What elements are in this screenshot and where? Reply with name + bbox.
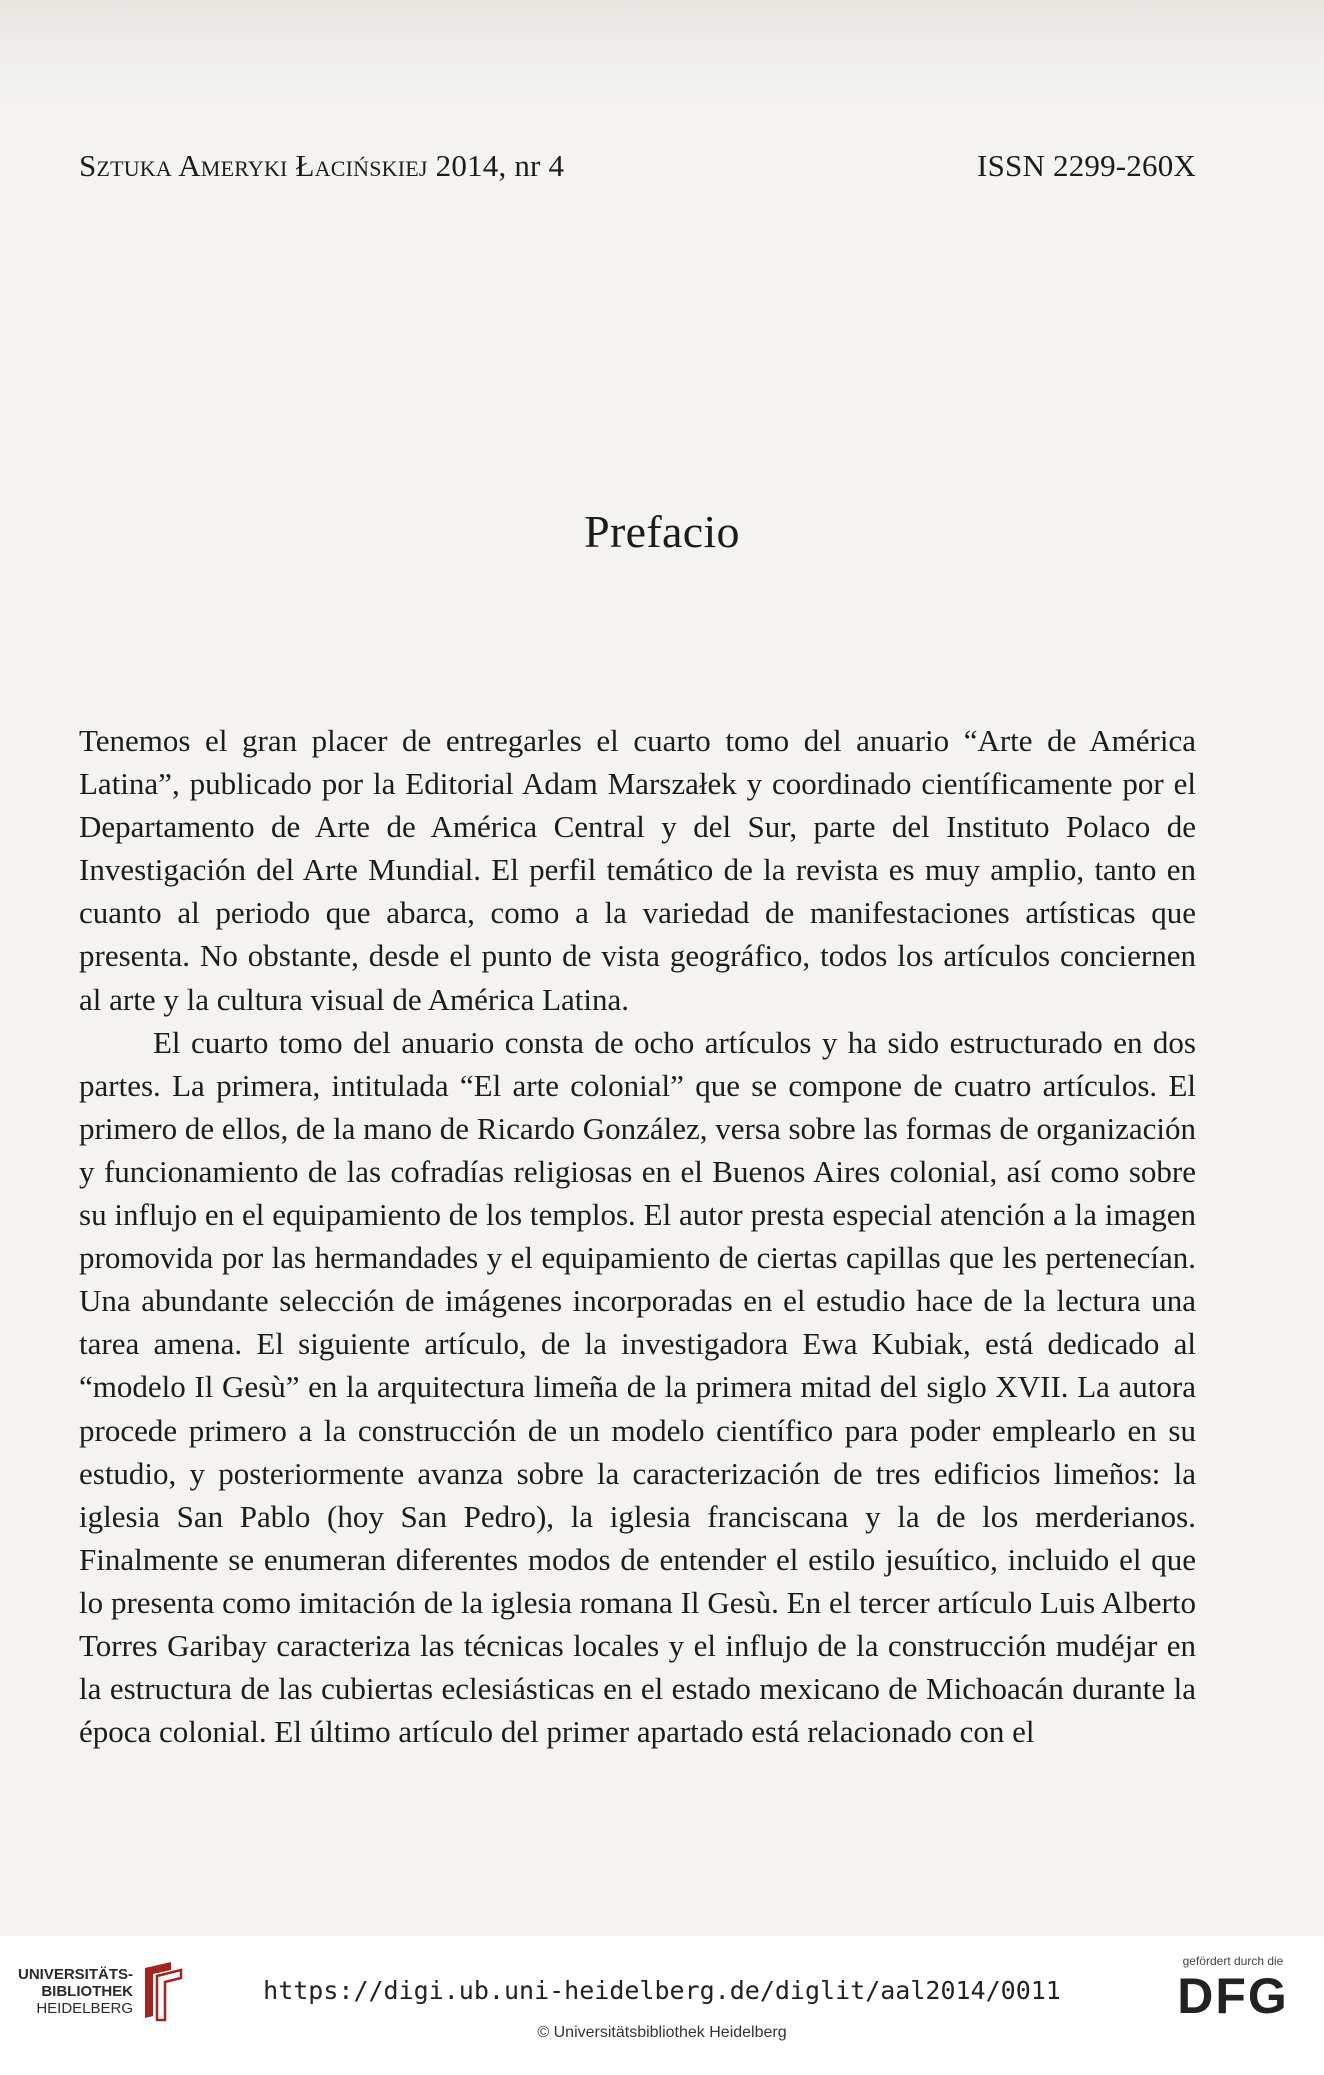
paragraph-2: El cuarto tomo del anuario consta de ocho artículos y ha sido estructurado en dos partes. La primera, intitulada “El arte colonial” que se compone de cuatro artículos. El primero de ellos, de la mano de Ricardo González, versa sobre las formas de organización y funcionamiento de las cofradías religiosas en el Buenos Aires colonial, así como sobre su influjo en el equipamiento de los templos. El autor presta especial atención a la imagen promovida por las hermandades y el equipamiento de ciertas capillas que les pertenecían. Una abundante selección de imágenes incorporadas en el estudio hace de la lectura una tarea amena. El siguiente artículo, de la investigadora Ewa Kubiak, está dedicado al “modelo Il Gesù” en la arquitectura limeña de la primera mitad del siglo XVII. La autora procede primero a la construcción de un modelo científico para poder emplearlo en su estudio, y posteriormente avanza sobre la caracterización de tres edificios limeños: la iglesia San Pablo (hoy San Pedro), la iglesia franciscana y la de los merderianos. Finalmente se enumeran diferentes modos de entender el estilo jesuítico, incluido el que lo presenta como imitación de la iglesia romana Il Gesù. En el tercer artículo Luis Alberto Torres Garibay caracteriza las técnicas locales y el influjo de la construcción mudéjar en la estructura de las cubiertas eclesiásticas en el estado mexicano de Michoacán durante la época colonial. El último artículo del primer apartado está relacionado con el (79, 1024, 1196, 1750)
dfg-logo[interactable] (1168, 1954, 1298, 2024)
library-name-line3: HEIDELBERG (36, 1999, 134, 2017)
year-issue: 2014, nr 4 (435, 148, 565, 183)
page-title: Prefacio (584, 506, 740, 557)
dfg-wordmark: DFG (1177, 1968, 1289, 2024)
scan-top-shadow (0, 0, 1324, 110)
paragraph-1: Tenemos el gran placer de entregarles el cuarto tomo del anuario “Arte de América Latina”, publicado por la Editorial Adam Marszałek y coordinado científicamente por el Departamento de Arte de América Central y del Sur, parte del Instituto Polaco de Investigación del Arte Mundial. El perfil temático de la revista es muy amplio, tanto en cuanto al periodo que abarca, como a la variedad de manifestaciones artísticas que presenta. No obstante, desde el punto de vista geográfico, todos los artículos conciernen al arte y la cultura visual de América Latina. (79, 723, 1196, 1017)
copyright-notice: © Universitätsbibliothek Heidelberg (537, 2024, 787, 2041)
journal-name: Sztuka Ameryki Łacińskiej (79, 148, 428, 183)
journal-issue (79, 148, 564, 184)
running-header (79, 148, 1196, 184)
permalink-url[interactable]: https://digi.ub.uni-heidelberg.de/diglit/aal2014/0011 (263, 1976, 1061, 2005)
library-name-line2: BIBLIOTHEK (41, 1982, 134, 2000)
issn: ISSN 2299-260X (977, 148, 1196, 183)
funding-caption: gefördert durch die (1182, 1954, 1284, 1968)
body-text (79, 719, 1196, 1753)
viewer-footer (0, 1936, 1324, 2075)
library-name-line1: UNIVERSITÄTS- (18, 1965, 134, 1983)
